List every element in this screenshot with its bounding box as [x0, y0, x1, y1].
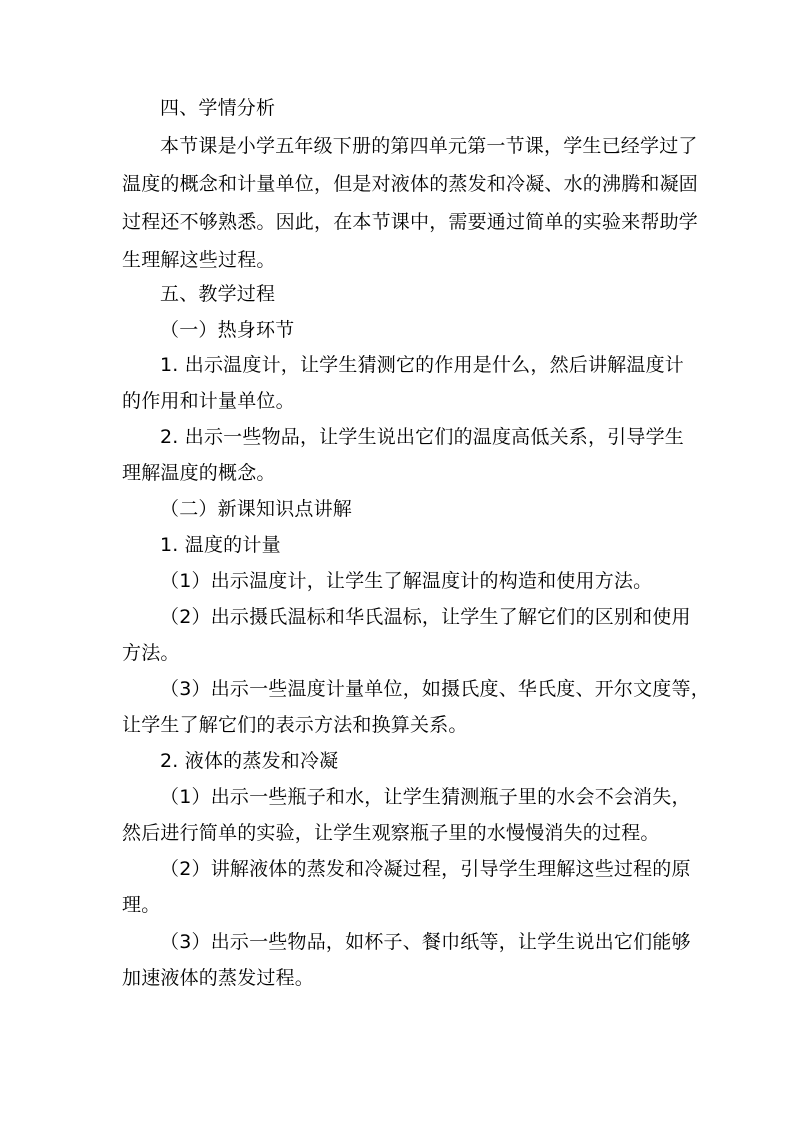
subsection-heading-warmup: （一）热身环节 [160, 319, 295, 341]
item-heading-temperature-measurement: 1. 温度的计量 [160, 534, 281, 556]
section-heading-learning-analysis: 四、学情分析 [160, 97, 276, 119]
paragraph-line: 本节课是小学五年级下册的第四单元第一节课，学生已经学过了 [160, 135, 698, 157]
paragraph-line: （1）出示一些瓶子和水，让学生猜测瓶子里的水会不会消失， [160, 786, 691, 808]
paragraph-line: 理。 [122, 894, 161, 916]
item-heading-evaporation-condensation: 2. 液体的蒸发和冷凝 [160, 750, 339, 772]
paragraph-line: 方法。 [122, 642, 180, 664]
paragraph-line: 让学生了解它们的表示方法和换算关系。 [122, 714, 468, 736]
paragraph-line: （3）出示一些温度计量单位，如摄氏度、华氏度、开尔文度等， [160, 678, 710, 700]
paragraph-line: （3）出示一些物品，如杯子、餐巾纸等，让学生说出它们能够 [160, 931, 691, 953]
paragraph-line: 理解温度的概念。 [122, 462, 276, 484]
subsection-heading-new-lesson: （二）新课知识点讲解 [160, 498, 353, 520]
paragraph-line: （1）出示温度计，让学生了解温度计的构造和使用方法。 [160, 570, 653, 592]
paragraph-line: 2. 出示一些物品，让学生说出它们的温度高低关系，引导学生 [160, 426, 684, 448]
paragraph-line: 然后进行简单的实验，让学生观察瓶子里的水慢慢消失的过程。 [122, 822, 660, 844]
paragraph-line: 1. 出示温度计，让学生猜测它的作用是什么，然后讲解温度计 [160, 354, 684, 376]
paragraph-line: 的作用和计量单位。 [122, 390, 295, 412]
paragraph-line: 生理解这些过程。 [122, 249, 276, 271]
paragraph-line: 温度的概念和计量单位，但是对液体的蒸发和冷凝、水的沸腾和凝固 [122, 173, 699, 195]
paragraph-line: （2）出示摄氏温标和华氏温标，让学生了解它们的区别和使用 [160, 606, 691, 628]
section-heading-teaching-process: 五、教学过程 [160, 283, 276, 305]
paragraph-line: 加速液体的蒸发过程。 [122, 967, 315, 989]
paragraph-line: （2）讲解液体的蒸发和冷凝过程，引导学生理解这些过程的原 [160, 858, 691, 880]
paragraph-line: 过程还不够熟悉。因此，在本节课中，需要通过简单的实验来帮助学 [122, 211, 699, 233]
